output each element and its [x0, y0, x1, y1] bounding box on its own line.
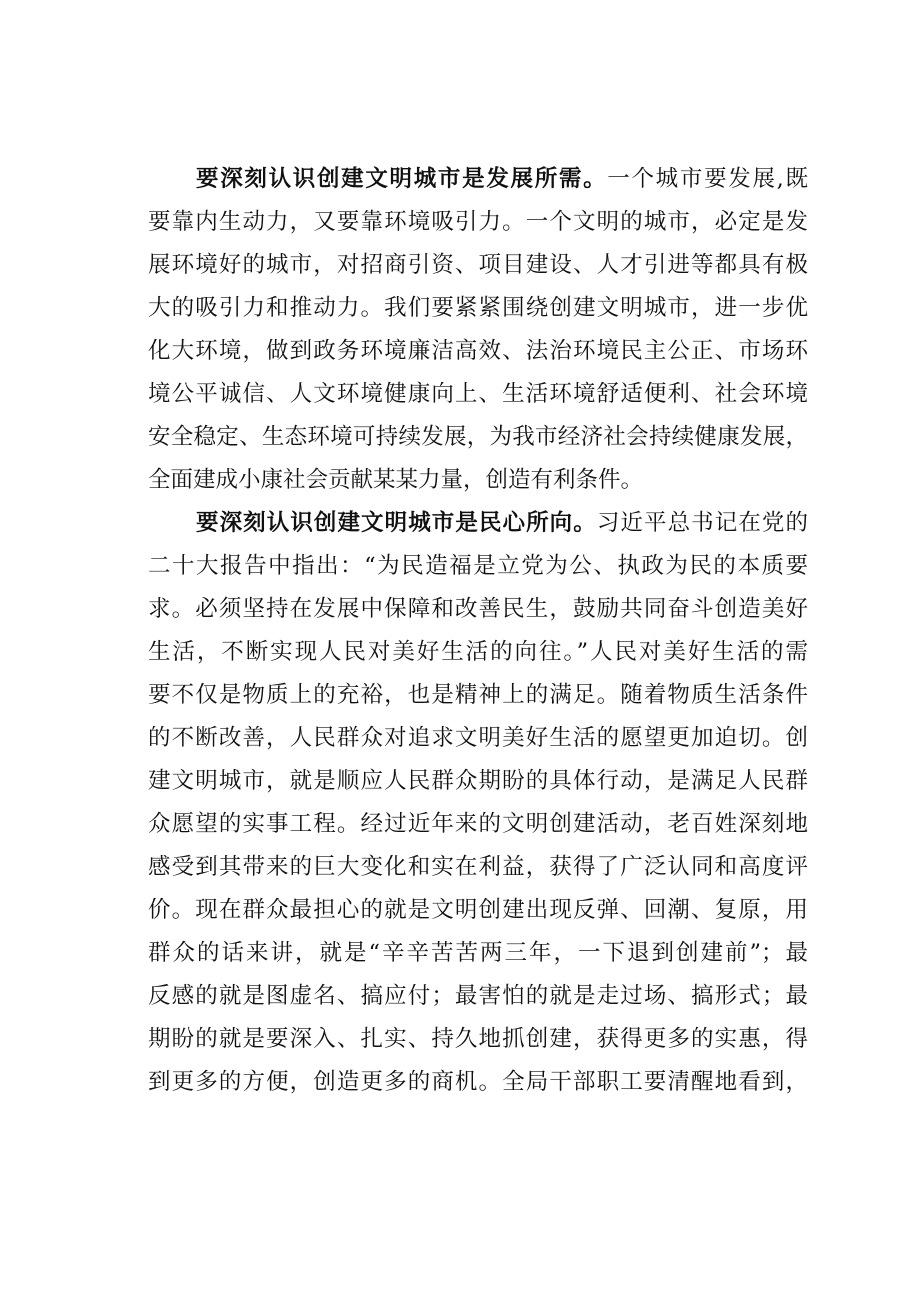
paragraph-1-line-4: 大的吸引力和推动力。我们要紧紧围绕创建文明城市，进一步优 — [148, 295, 808, 321]
paragraph-2-heading: 要深刻认识创建文明城市是民心所向。 — [196, 510, 597, 536]
paragraph-1-line-1-text: 一个城市要发展,既 — [607, 166, 808, 192]
paragraph-1-line-8: 全面建成小康社会贡献某某力量，创造有利条件。 — [148, 467, 644, 493]
paragraph-2-line-1-text: 习近平总书记在党的 — [596, 510, 808, 536]
paragraph-2-line-13: 期盼的就是要深入、扎实、持久地抓创建，获得更多的实惠，得 — [148, 1026, 808, 1052]
paragraph-2-line-1 — [196, 508, 808, 538]
paragraph-1-line-1 — [196, 164, 808, 194]
paragraph-1-line-3: 展环境好的城市，对招商引资、项目建设、人才引进等都具有极 — [148, 252, 808, 278]
paragraph-2-line-3: 求。必须坚持在发展中保障和改善民生，鼓励共同奋斗创造美好 — [148, 596, 808, 622]
paragraph-2-line-11: 群众的话来讲，就是“辛辛苦苦两三年，一下退到创建前”；最 — [148, 940, 808, 966]
paragraph-2-line-9: 感受到其带来的巨大变化和实在利益，获得了广泛认同和高度评 — [148, 854, 808, 880]
paragraph-2-line-12: 反感的就是图虚名、搞应付；最害怕的就是走过场、搞形式；最 — [148, 983, 808, 1009]
paragraph-1-line-6: 境公平诚信、人文环境健康向上、生活环境舒适便利、社会环境 — [148, 381, 808, 407]
paragraph-1-line-2: 要靠内生动力，又要靠环境吸引力。一个文明的城市，必定是发 — [148, 209, 808, 235]
paragraph-2-line-6: 的不断改善，人民群众对追求文明美好生活的愿望更加迫切。创 — [148, 725, 808, 751]
paragraph-1-line-5: 化大环境，做到政务环境廉洁高效、法治环境民主公正、市场环 — [148, 338, 808, 364]
paragraph-2-line-8: 众愿望的实事工程。经过近年来的文明创建活动，老百姓深刻地 — [148, 811, 808, 837]
paragraph-2-line-7: 建文明城市，就是顺应人民群众期盼的具体行动，是满足人民群 — [148, 768, 808, 794]
paragraph-1-heading: 要深刻认识创建文明城市是发展所需。 — [196, 166, 608, 192]
paragraph-2-line-5: 要不仅是物质上的充裕，也是精神上的满足。随着物质生活条件 — [148, 682, 808, 708]
paragraph-2-line-4: 生活，不断实现人民对美好生活的向往。”人民对美好生活的需 — [148, 639, 808, 665]
paragraph-2-line-2: 二十大报告中指出：“为民造福是立党为公、执政为民的本质要 — [148, 553, 808, 579]
paragraph-2-line-10: 价。现在群众最担心的就是文明创建出现反弹、回潮、复原，用 — [148, 897, 808, 923]
paragraph-2-line-14: 到更多的方便，创造更多的商机。全局干部职工要清醒地看到， — [148, 1069, 808, 1095]
paragraph-1-line-7: 安全稳定、生态环境可持续发展，为我市经济社会持续健康发展， — [148, 424, 808, 450]
